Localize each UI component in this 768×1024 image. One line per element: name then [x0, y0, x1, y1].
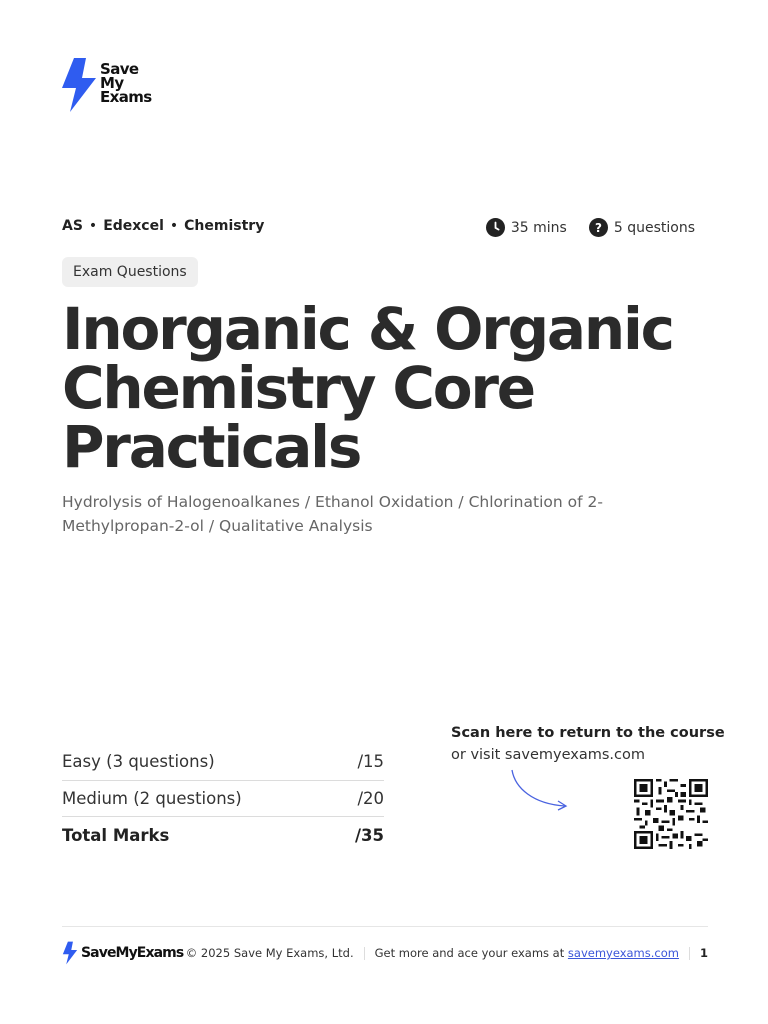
page-title: Inorganic & Organic Chemistry Core Practicals: [62, 295, 673, 481]
footer: [62, 940, 708, 966]
question-count: [589, 218, 695, 237]
footer-logo: [62, 940, 183, 966]
scan-heading: Scan here to return to the course: [451, 725, 725, 741]
total-marks-label: Total Marks: [62, 825, 170, 845]
footer-cta: Get more and ace your exams at: [374, 946, 565, 960]
scan-subtext: or visit savemyexams.com: [451, 747, 645, 763]
scan-cta: [451, 722, 725, 766]
marks-row-value: /15: [357, 752, 384, 772]
clock-icon: [486, 218, 505, 237]
breadcrumb-separator: •: [169, 218, 179, 234]
marks-row-label: Easy (3 questions): [62, 752, 215, 772]
breadcrumb-separator: •: [88, 218, 98, 234]
breadcrumb: [62, 218, 264, 234]
footer-divider: [62, 926, 708, 927]
breadcrumb-subject: Chemistry: [184, 218, 265, 234]
qr-code[interactable]: [634, 779, 708, 849]
marks-row-label: Medium (2 questions): [62, 788, 242, 808]
marks-table: [62, 744, 384, 854]
total-marks-value: /35: [355, 825, 384, 845]
marks-row-medium: [62, 781, 384, 818]
marks-row-value: /20: [357, 788, 384, 808]
duration: [486, 218, 567, 237]
page-subtitle: Hydrolysis of Halogenoalkanes / Ethanol Oxidation / Chlorination of 2-Methylpropan-2-ol / Qualitative Analysis: [62, 493, 603, 535]
footer-info: [186, 946, 708, 960]
footer-brand: SaveMyExams: [81, 945, 184, 961]
breadcrumb-level: AS: [62, 218, 83, 234]
breadcrumb-board: Edexcel: [103, 218, 164, 234]
meta-row: [62, 218, 702, 238]
bolt-icon: [62, 940, 78, 966]
question-icon: [589, 218, 608, 237]
footer-separator: [689, 947, 690, 960]
exam-questions-tag: Exam Questions: [62, 257, 198, 287]
svg-text:?: ?: [594, 221, 602, 235]
marks-row-easy: [62, 744, 384, 781]
website-link[interactable]: savemyexams.com: [567, 946, 679, 960]
marks-row-total: [62, 817, 384, 854]
exam-meta: [486, 218, 695, 237]
bolt-icon: [60, 58, 98, 112]
page-number: 1: [699, 946, 708, 960]
footer-separator: [364, 947, 365, 960]
curved-arrow-icon: [505, 766, 575, 814]
logo-wordmark: Save My Exams: [100, 60, 152, 106]
save-my-exams-logo: [60, 58, 170, 112]
duration-text: 35 mins: [510, 219, 567, 236]
copyright: © 2025 Save My Exams, Ltd.: [185, 946, 354, 960]
question-count-text: 5 questions: [613, 219, 695, 236]
